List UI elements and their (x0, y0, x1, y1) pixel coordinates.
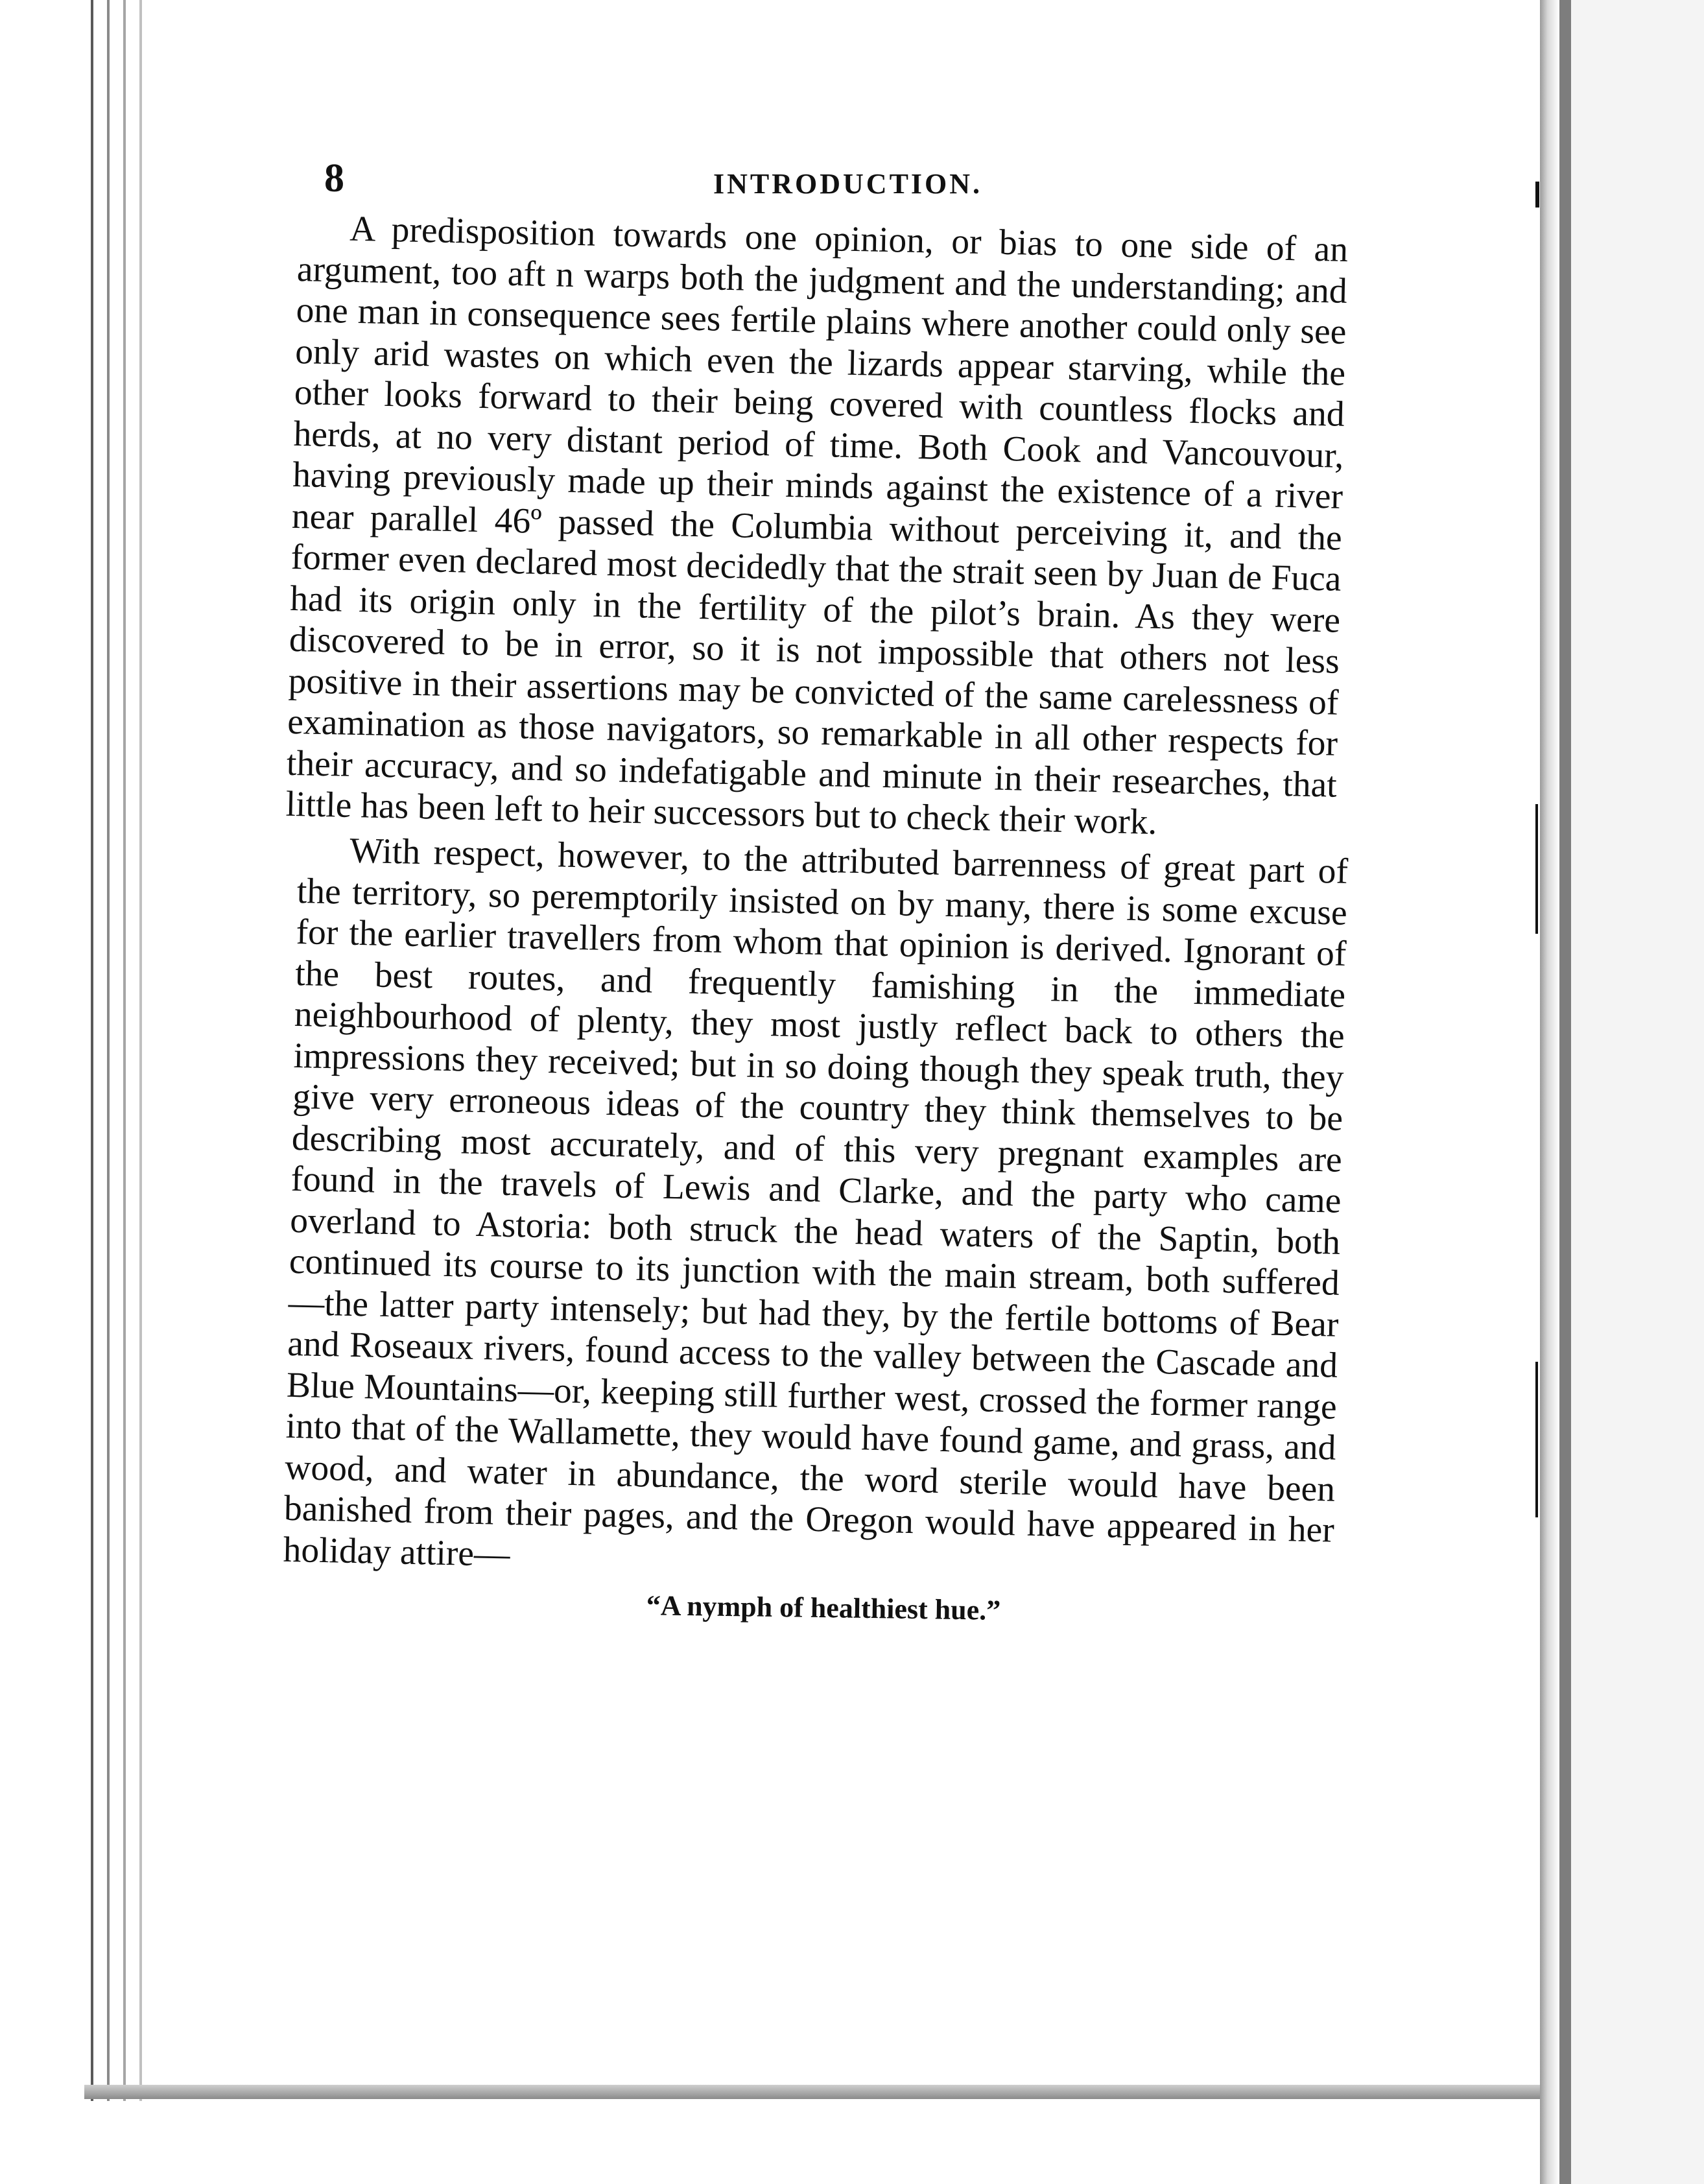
page-number: 8 (324, 156, 344, 200)
page-bottom-shadow (84, 2085, 1550, 2099)
running-head (298, 149, 1349, 208)
page-edge-line (91, 0, 93, 2101)
page-content (283, 149, 1349, 1626)
page-edge-line (123, 0, 126, 2101)
page-edge-line (139, 0, 142, 2101)
running-head-title: INTRODUCTION. (713, 168, 983, 200)
binding-mark (1535, 804, 1538, 934)
binding-edge (1559, 0, 1571, 2184)
page-edge-line (107, 0, 110, 2101)
body-paragraph: With respect, however, to the attributed barrenness of great part of the territory, so peremptorily insisted on by many, there is some excuse for the earlier travellers from whom that opinion is derived. Ignorant of the best routes, and frequently famishing in the immediate neighbourhood of plenty, they most justly reflect back to others the impressions they received; but in so doing though they speak truth, they give very erroneous ideas of the country they think themselves to be describing most accurately, and of this very pregnant examples are found in the travels of Lewis and Clarke, and the party who came overland to Astoria: both struck the head waters of the Saptin, both continued its course to its junction with the main stream, both suffered—the latter party intensely; but had they, by the fertile bottoms of Bear and Roseaux rivers, found access to the valley between the Cascade and Blue Mountains—or, keeping still further west, crossed the former range into that of the Wallamette, they would have found game, and grass, and wood, and water in abundance, the word sterile would have been banished from their pages, and the Oregon would have appeared in her holiday attire— (283, 831, 1349, 1574)
adjacent-page (1571, 0, 1704, 2184)
page-gutter (1540, 0, 1559, 2184)
binding-mark (1535, 182, 1539, 208)
binding-mark (1535, 1362, 1538, 1517)
closing-quote: “A nymph of healthiest hue.” (646, 1589, 1001, 1626)
body-paragraph: A predisposition towards one opinion, or bias to one side of an argument, too aft n warps both the judgment and the understanding; and one man in consequence sees fertile plains where another could only see only arid wastes on which even the lizards appear starving, while the other looks forward to their being covered with countless flocks and herds, at no very distant period of time. Both Cook and Vancouvour, having previously made up their minds against the existence of a river near parallel 46º passed the Columbia without perceiving it, and the former even declared most decidedly that the strait seen by Juan de Fuca had its origin only in the fertility of the pilot’s brain. As they were discovered to be in error, so it is not impossible that others not less positive in their assertions may be convicted of the same carelessness of examination as those navigators, so remarkable in all other respects for their accuracy, and so indefatigable and minute in their researches, that little has been left to heir successors but to check their work. (285, 209, 1349, 842)
